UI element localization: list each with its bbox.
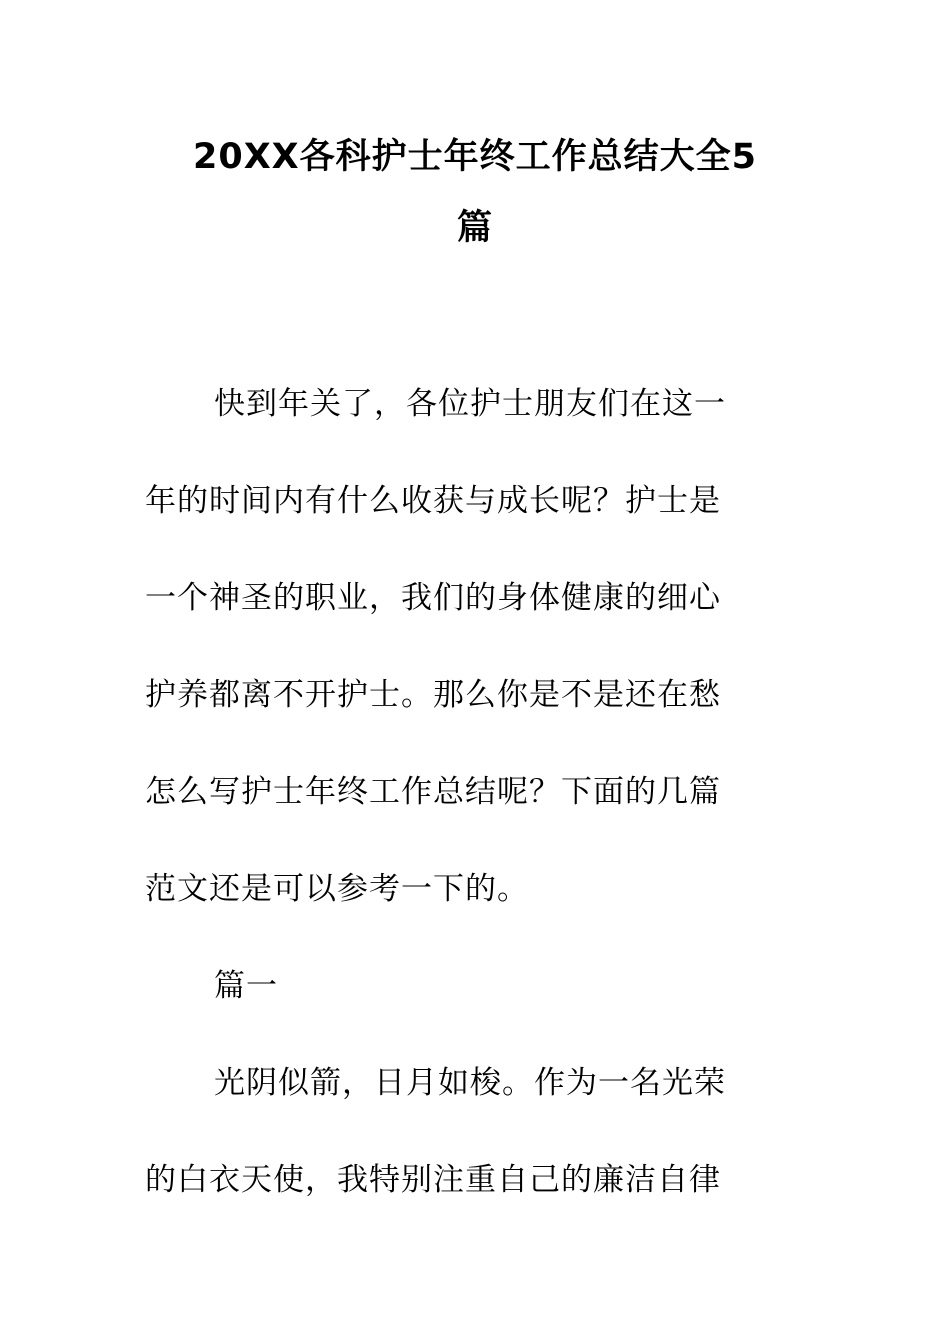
paragraph-line: 护养都离不开护士。那么你是不是还在愁	[145, 677, 721, 713]
paragraph-line: 一个神圣的职业，我们的身体健康的细心	[145, 580, 721, 616]
paragraph-line: 怎么写护士年终工作总结呢？下面的几篇	[145, 774, 721, 810]
paragraph-line: 快到年关了，各位护士朋友们在这一	[214, 386, 726, 422]
paragraph-line: 光阴似箭，日月如梭。作为一名光荣	[214, 1065, 726, 1101]
title-line-2: 篇	[456, 208, 493, 248]
document-title	[145, 122, 805, 264]
paragraph-line: 范文还是可以参考一下的。	[145, 871, 529, 907]
paragraph-line: 年的时间内有什么收获与成长呢？护士是	[145, 483, 721, 519]
section-heading: 篇一	[214, 968, 278, 1004]
title-line-1: 20XX各科护士年终工作总结大全5	[192, 137, 758, 177]
paragraph-line: 的白衣天使，我特别注重自己的廉洁自律	[145, 1162, 721, 1198]
